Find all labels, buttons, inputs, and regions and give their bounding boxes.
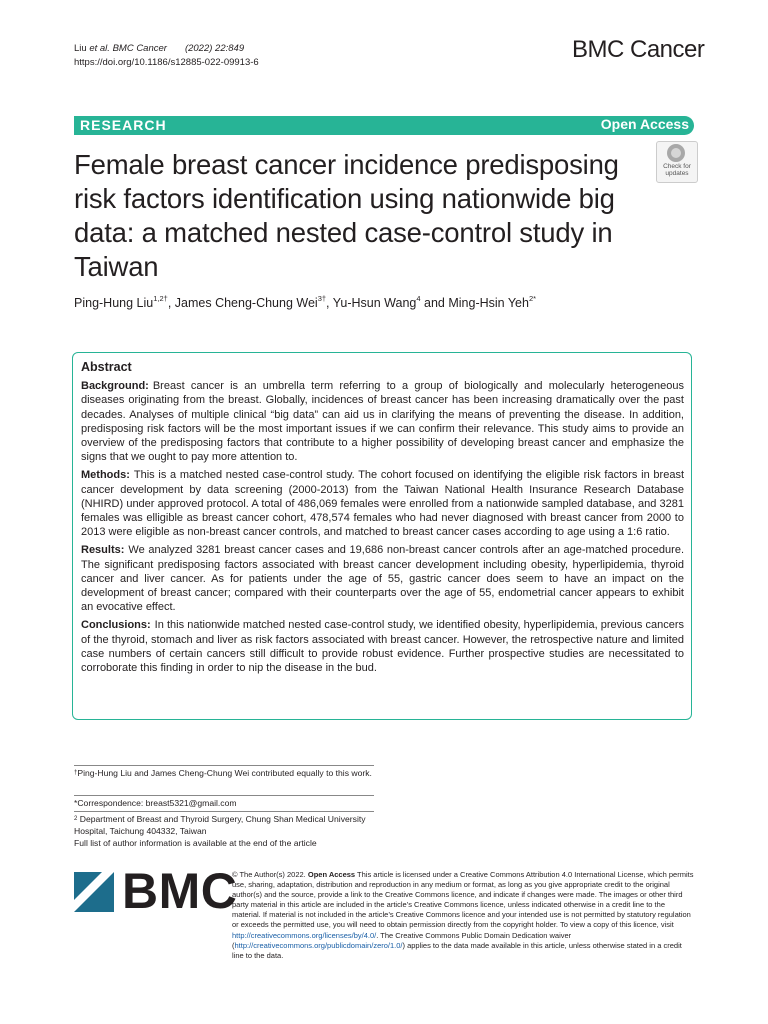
research-label: RESEARCH — [80, 117, 167, 133]
results-label: Results: — [81, 544, 125, 557]
background-text: Breast cancer is an umbrella term referring to a group of biologically and molecularly heterogeneous diseases originating from the breast. Globally, incidences of breast cancer has been increasing dramatically over the past decades. Analyses of multiple clinical “big data” can aid us in clarifying the means of preventing the disease. In addition, predisposing risk factors will be the most important issues if we can confirm their relevance. This study aims to provide an overview of the predisposing factors that contribute to a higher possibility of developing breast cancer and emphasize the signs that we ought to pay more attention to. — [81, 380, 684, 464]
abstract-methods — [81, 468, 684, 539]
abstract-heading: Abstract — [81, 360, 132, 374]
author-list: Ping-Hung Liu$^{1,2\dagger}$, James Cheng-Chung Wei$^{3\dagger}$, Yu-Hsun Wang$^4$ and Ming-Hsin Yeh$^{2*}$ — [74, 294, 537, 310]
footnote-divider — [74, 795, 374, 796]
abstract-background — [81, 379, 684, 464]
license-open-access: Open Access — [307, 870, 356, 879]
methods-text: This is a matched nested case-control study. The cohort focused on identifying the eligible risk factors in breast cancer development by data screening (2000-2013) from the Taiwan National Health Insurance Research Database (NHIRD) under approved protocol. A total of 486,069 females were enrolled from a nationwide sampled database, and 3281 females was elligible as breast cancer cohort, 478,574 females who had never diagnosed with breast cancer from 2000 to 2013 were eligible as non-breast cancer controls, and matched to breast cancer cases according to age using a 1:6 ratio. — [81, 469, 684, 539]
author-affiliation-mark: 3† — [317, 294, 327, 303]
doi-link[interactable]: https://doi.org/10.1186/s12885-022-09913-6 — [74, 57, 259, 68]
citation-block — [74, 42, 259, 70]
footnote-full-list: Full list of author information is available at the end of the article — [74, 838, 317, 848]
author-name[interactable]: Ping-Hung Liu — [74, 296, 154, 310]
background-label: Background: — [81, 380, 149, 393]
open-access-label: Open Access — [600, 116, 689, 132]
research-banner — [74, 116, 694, 135]
author-name[interactable]: Ming-Hsin Yeh — [448, 296, 529, 310]
abstract-conclusions — [81, 618, 684, 675]
author-affiliation-mark: 2* — [528, 294, 537, 303]
bmc-logo-text: BMC — [122, 863, 238, 919]
journal-brand: BMC Cancer — [572, 36, 705, 63]
footnote-divider — [74, 765, 374, 766]
check-for-updates-button[interactable] — [656, 141, 698, 183]
check-updates-label: Check for updates — [663, 163, 691, 177]
footnote-correspondence[interactable]: *Correspondence: breast5321@gmail.com — [74, 798, 237, 808]
license-link-zero[interactable]: http://creativecommons.org/publicdomain/zero/1.0/ — [234, 940, 403, 950]
bmc-logo-icon — [74, 872, 114, 912]
results-text: We analyzed 3281 breast cancer cases and 19,686 non-breast cancer controls after an age-matched procedure. The significant predisposing factors associated with breast cancer development including obesity, hyperlipidemia, thyroid cancer and liver cancer. As for patients under the age of 55, gastric cancer does seem to have an impact on the development of breast cancer; compared with their counterparts over the age of 55, endometrial cancer appears to exhibit an evocative effect. — [81, 544, 684, 614]
citation-year-volume: (2022) 22:849 — [184, 43, 245, 54]
footnote-affiliation: $^2$ Department of Breast and Thyroid Surgery, Chung Shan Medical University Hospital, Taichung 404332, Taiwan Full list of author information is available at the end of the article — [74, 814, 366, 848]
author-affiliation-mark: 1,2† — [153, 294, 168, 303]
citation-journal: et al. BMC Cancer — [89, 43, 167, 54]
footnote-divider — [74, 811, 374, 812]
check-updates-icon — [667, 144, 685, 162]
footnote-equal-contribution: †Ping-Hung Liu and James Cheng-Chung Wei contributed equally to this work. — [74, 768, 372, 778]
license-statement: © The Author(s) 2022. Open Access This article is licensed under a Creative Commons Attribution 4.0 International License, which permits use, sharing, adaptation, distribution and reproduction in any medium or format, as long as you give appropriate credit to the original author(s) and the source, provide a link to the Creative Commons licence, and indicate if changes were made. The images or other third party material in this article are included in the article’s Creative Commons licence, unless indicated otherwise in a credit line to the material. If material is not included in the article’s Creative Commons licence and your intended use is not permitted by statutory regulation or exceeds the permitted use, you will need to obtain permission directly from the copyright holder. To view a copy of this licence, visit http://creativecommons.org/licenses/by/4.0/. The Creative Commons Public Domain Dedication waiver (http://creativecommons.org/publicdomain/zero/1.0/) applies to the data made available in this article, unless otherwise stated in a credit line to the data. — [232, 870, 694, 960]
conclusions-label: Conclusions: — [81, 619, 151, 632]
abstract-content — [81, 360, 684, 679]
citation-line — [74, 42, 259, 56]
conclusions-text: In this nationwide matched nested case-control study, we identified obesity, hyperlipidemia, previous cancers of the thyroid, stomach and liver as risk factors associated with breast cancer. However, the retrospective nature and limited case numbers of certain cancers still difficult to provide robust evidence. Further prospective studies are necessitated to corroborate this finding in order to nip the disease in the bud. — [81, 619, 684, 675]
author-affiliation-mark: 4 — [416, 294, 421, 303]
methods-label: Methods: — [81, 469, 130, 482]
abstract-results — [81, 543, 684, 614]
author-name[interactable]: James Cheng-Chung Wei — [174, 296, 318, 310]
article-title: Female breast cancer incidence predisposing risk factors identification using nationwide big data: a matched nested case-control study in Taiwan — [74, 149, 619, 282]
author-name[interactable]: Yu-Hsun Wang — [332, 296, 417, 310]
citation-authors: Liu — [74, 43, 90, 54]
license-link-by[interactable]: http://creativecommons.org/licenses/by/4.0/ — [232, 930, 377, 940]
